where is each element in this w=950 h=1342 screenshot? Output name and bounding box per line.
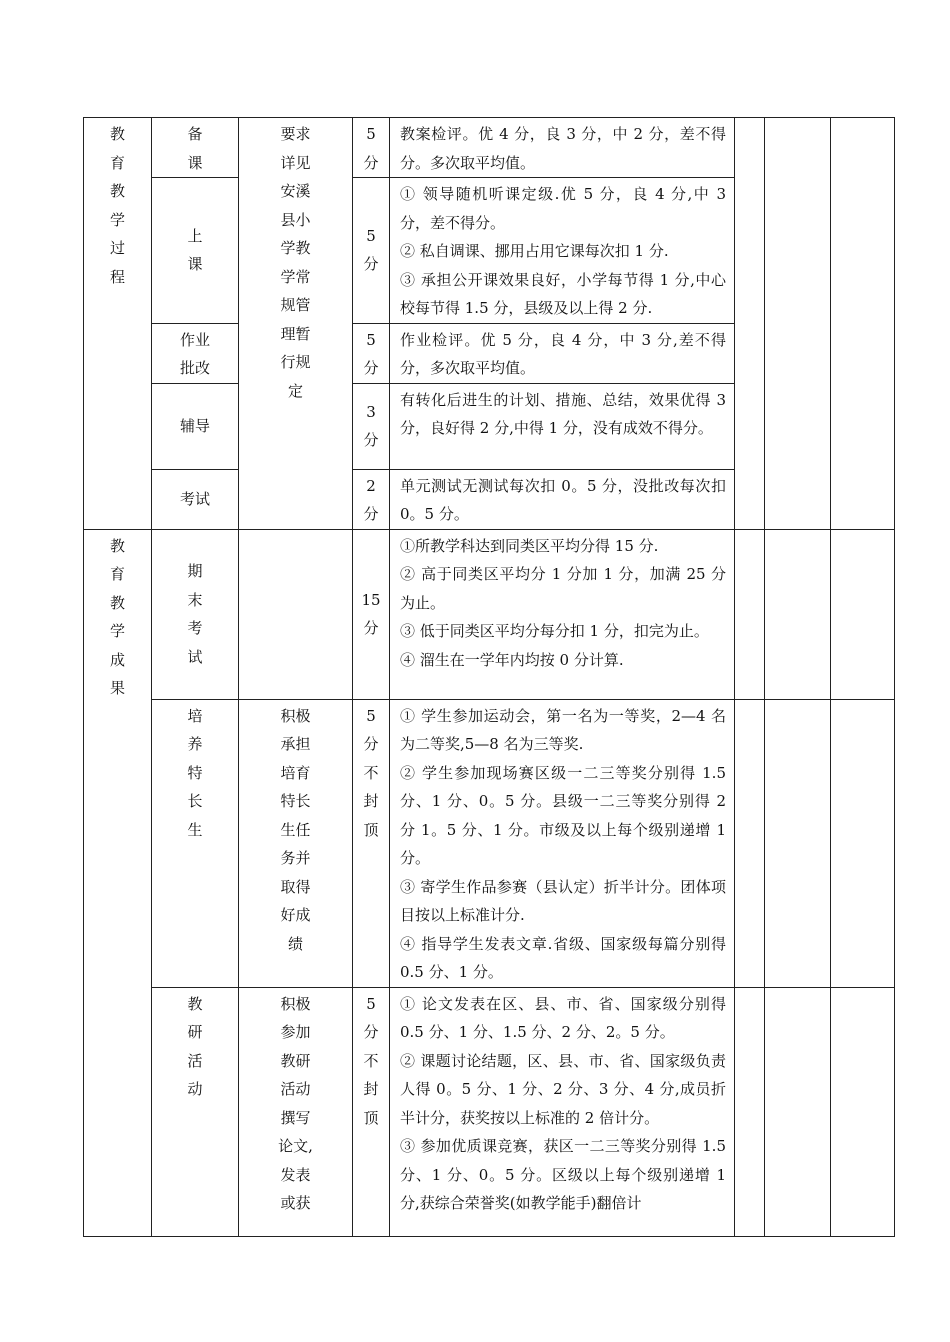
criteria-cell: ① 领导随机听课定级.优 5 分，良 4 分,中 3 分，差不得分。 ② 私自调课、挪用占用它课每次扣 1 分. ③ 承担公开课效果良好，小学每节得 1 分,中心校每节得 1.5 分，县级及以上得 2 分. — [390, 178, 735, 324]
item-name-cell: 作业 批改 — [152, 323, 239, 383]
blank-cell — [735, 699, 765, 987]
criteria-cell: 作业检评。优 5 分，良 4 分，中 3 分,差不得分，多次取平均值。 — [390, 323, 735, 383]
points-cell: 5 分 不 封 顶 — [353, 987, 390, 1236]
item-name-cell: 备 课 — [152, 118, 239, 178]
item-name-cell: 期 末 考 试 — [152, 529, 239, 699]
blank-cell — [765, 987, 831, 1236]
criteria-cell: 教案检评。优 4 分，良 3 分，中 2 分，差不得分。多次取平均值。 — [390, 118, 735, 178]
item-name-cell: 上 课 — [152, 178, 239, 324]
blank-cell — [765, 118, 831, 530]
blank-cell — [831, 699, 895, 987]
blank-cell — [765, 699, 831, 987]
category-cell: 教 育 教 学 过 程 — [84, 118, 152, 530]
item-name-cell: 教 研 活 动 — [152, 987, 239, 1236]
points-cell: 15 分 — [353, 529, 390, 699]
criteria-cell: ① 论文发表在区、县、市、省、国家级分别得 0.5 分、1 分、1.5 分、2 分、2。5 分。 ② 课题讨论结题，区、县、市、省、国家级负责人得 0。5 分、1 分、2 分、3 分、4 分,成员折半计分，获奖按以上标准的 2 倍计分。 ③ 参加优质课竞赛，获区一二三等奖分别得 1.5 分、1 分、0。5 分。区级以上每个级别递增 1 分,获综合荣誉奖(如教学能手)翻倍计 — [390, 987, 735, 1236]
points-cell: 5 分 不 封 顶 — [353, 699, 390, 987]
row-research — [84, 987, 895, 1236]
points-cell: 5 分 — [353, 118, 390, 178]
points-cell: 5 分 — [353, 323, 390, 383]
blank-cell — [735, 529, 765, 699]
blank-cell — [735, 118, 765, 530]
evaluation-table — [83, 117, 895, 1237]
points-cell: 2 分 — [353, 469, 390, 529]
criteria-cell: ①所教学科达到同类区平均分得 15 分. ② 高于同类区平均分 1 分加 1 分，加满 25 分为止。 ③ 低于同类区平均分每分扣 1 分，扣完为止。 ④ 溜生在一学年内均按 0 分计算. — [390, 529, 735, 699]
requirement-cell — [239, 529, 353, 699]
category-cell: 教 育 教 学 成 果 — [84, 529, 152, 1236]
item-name-cell: 辅导 — [152, 383, 239, 469]
criteria-cell: 有转化后进生的计划、措施、总结，效果优得 3 分，良好得 2 分,中得 1 分，没有成效不得分。 — [390, 383, 735, 469]
item-name-cell: 培 养 特 长 生 — [152, 699, 239, 987]
requirement-cell: 积极 承担 培育 特长 生任 务并 取得 好成 绩 — [239, 699, 353, 987]
item-name-cell: 考试 — [152, 469, 239, 529]
points-cell: 3 分 — [353, 383, 390, 469]
requirement-cell: 积极 参加 教研 活动 撰写 论文, 发表 或获 — [239, 987, 353, 1236]
blank-cell — [831, 118, 895, 530]
criteria-cell: ① 学生参加运动会，第一名为一等奖，2—4 名为二等奖,5—8 名为三等奖. ② 学生参加现场赛区级一二三等奖分别得 1.5 分、1 分、0。5 分。县级一二三等奖分别得 2 分 1。5 分、1 分。市级及以上每个级别递增 1 分。 ③ 寄学生作品参赛（县认定）折半计分。团体项目按以上标准计分. ④ 指导学生发表文章.省级、国家级每篇分别得 0.5 分、1 分。 — [390, 699, 735, 987]
blank-cell — [735, 987, 765, 1236]
blank-cell — [831, 529, 895, 699]
criteria-cell: 单元测试无测试每次扣 0。5 分，没批改每次扣 0。5 分。 — [390, 469, 735, 529]
row-lesson-prep — [84, 118, 895, 178]
blank-cell — [765, 529, 831, 699]
points-cell: 5 分 — [353, 178, 390, 324]
requirement-cell: 要求 详见 安溪 县小 学教 学常 规管 理暂 行规 定 — [239, 118, 353, 530]
row-talent — [84, 699, 895, 987]
blank-cell — [831, 987, 895, 1236]
row-final-exam — [84, 529, 895, 699]
